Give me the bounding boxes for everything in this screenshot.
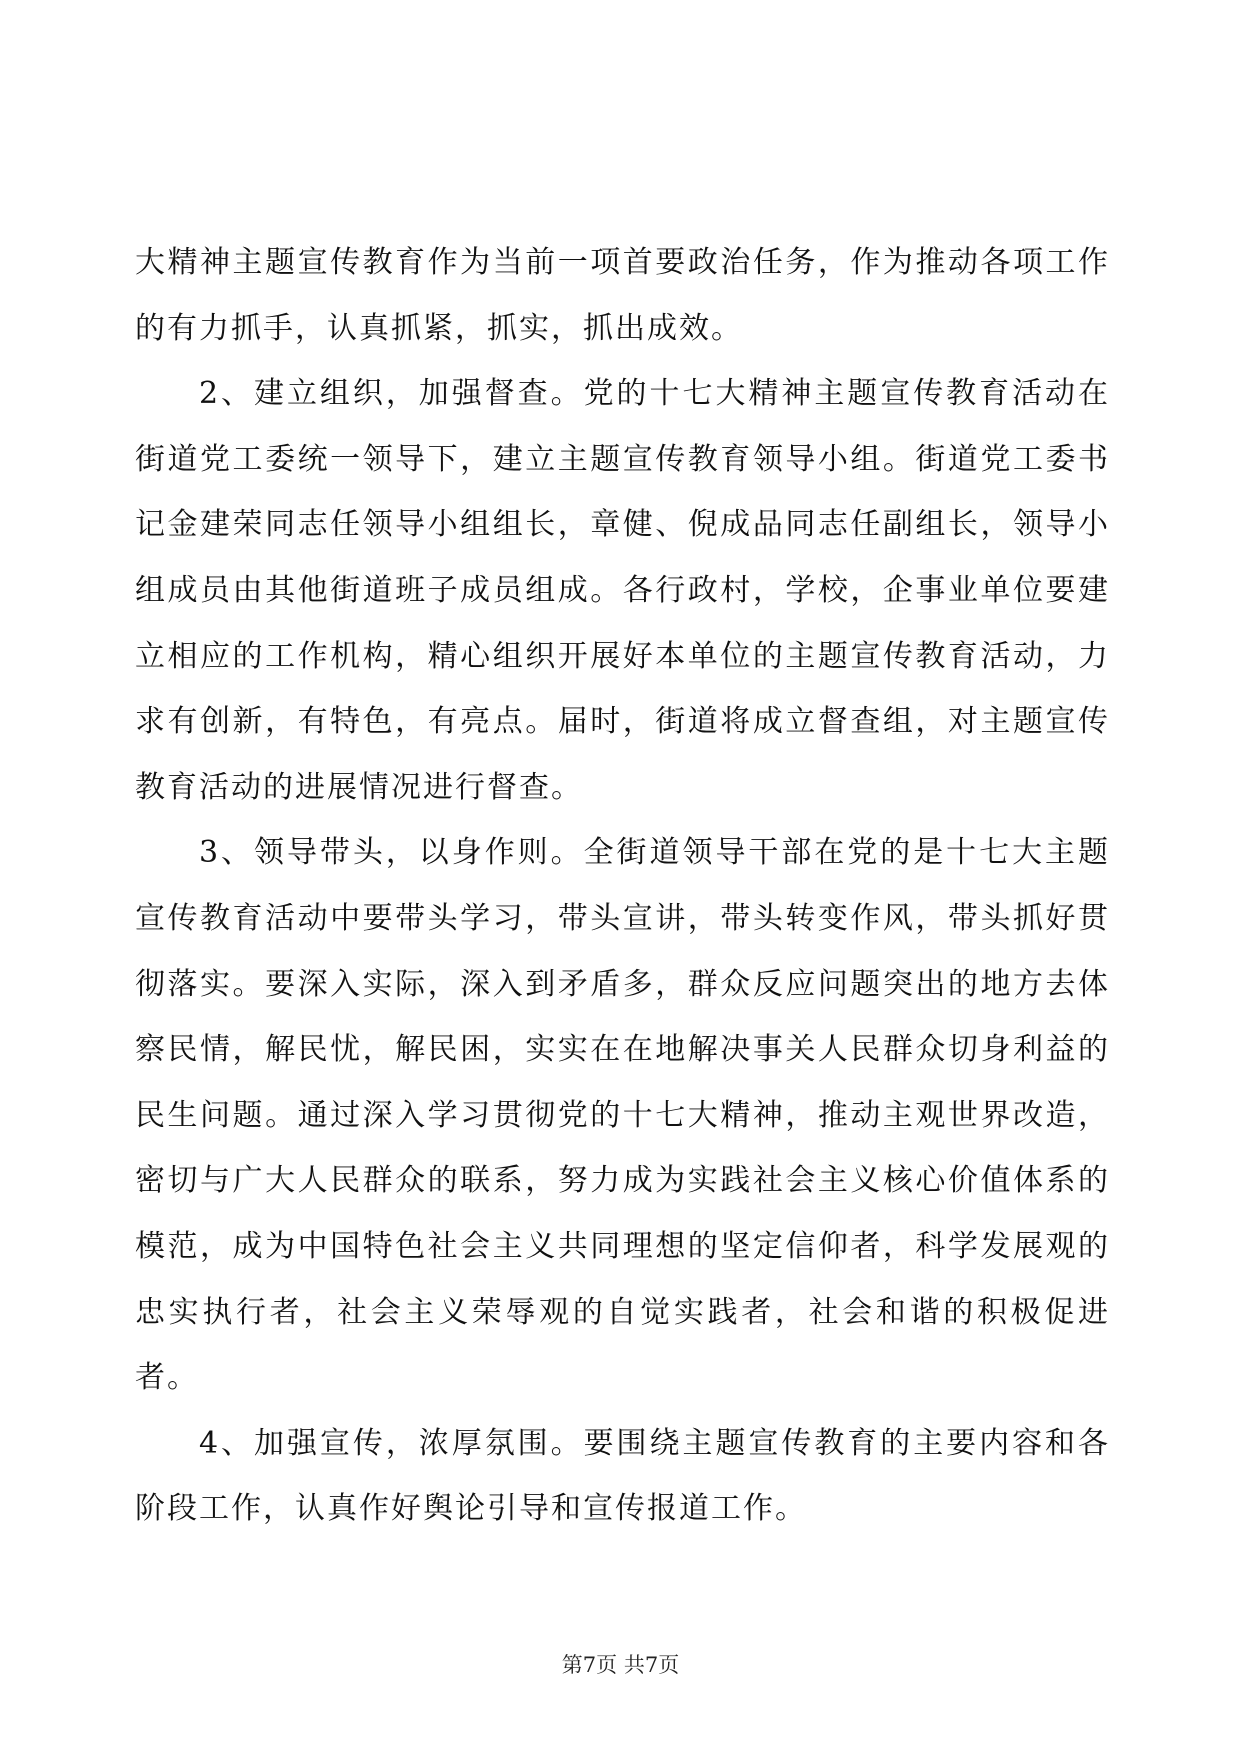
document-body [135, 230, 1110, 1542]
paragraph-item-2: 2、建立组织，加强督查。党的十七大精神主题宣传教育活动在街道党工委统一领导下，建立主题宣传教育领导小组。街道党工委书记金建荣同志任领导小组组长，章健、倪成品同志任副组长，领导小组成员由其他街道班子成员组成。各行政村，学校，企事业单位要建立相应的工作机构，精心组织开展好本单位的主题宣传教育活动，力求有创新，有特色，有亮点。届时，街道将成立督查组，对主题宣传教育活动的进展情况进行督查。 [135, 376, 1110, 805]
page-footer: 第7页 共7页 [561, 1653, 680, 1677]
paragraph-continuation: 大精神主题宣传教育作为当前一项首要政治任务，作为推动各项工作的有力抓手，认真抓紧，抓实，抓出成效。 [135, 245, 1110, 346]
paragraph-item-3: 3、领导带头，以身作则。全街道领导干部在党的是十七大主题宣传教育活动中要带头学习，带头宣讲，带头转变作风，带头抓好贯彻落实。要深入实际，深入到矛盾多，群众反应问题突出的地方去体察民情，解民忧，解民困，实实在在地解决事关人民群众切身利益的民生问题。通过深入学习贯彻党的十七大精神，推动主观世界改造，密切与广大人民群众的联系，努力成为实践社会主义核心价值体系的模范，成为中国特色社会主义共同理想的坚定信仰者，科学发展观的忠实执行者，社会主义荣辱观的自觉实践者，社会和谐的积极促进者。 [135, 835, 1110, 1396]
paragraph-item-4: 4、加强宣传，浓厚氛围。要围绕主题宣传教育的主要内容和各阶段工作，认真作好舆论引导和宣传报道工作。 [135, 1425, 1110, 1527]
